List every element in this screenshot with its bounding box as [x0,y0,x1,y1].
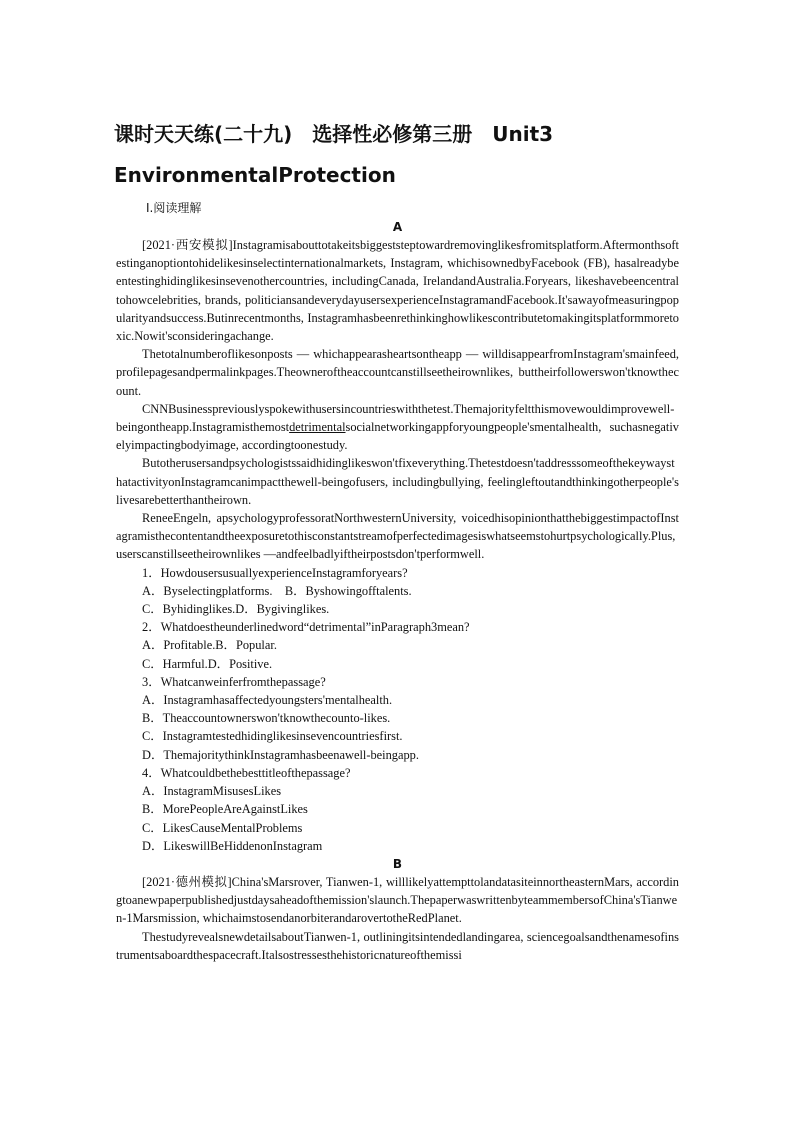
paragraph-3-text-after: socialnetworkingappforyoungpeople'smentalhealth, suchasnegativelyimpactingbodyimage, accordingtoonestudy. [116,420,679,453]
document-body [116,218,679,964]
question-4-option-a: A．InstagramMisusesLikes [142,784,282,799]
question-4-option-d: D．LikeswillBeHiddenonInstagram [142,838,323,853]
passage-a-paragraph-3 [116,400,679,455]
passage-a-paragraph-2: Thetotalnumberoflikesonposts — whichappearasheartsontheapp — willdisappearfromInstagram'smainfeed, profilepagesandpermalinkpages.Theowneroftheaccountcanstillseetheirownlikes, buttheirfollowerswon'tknowthecount. [116,347,679,398]
passage-a-paragraph-5: ReneeEngeln, apsychologyprofessoratNorthwesternUniversity, voicedhisopinionthatthebiggestimpactofInstagramisthecontentandtheexposuretothisconstantstreamofperfectedimagesiswhatseemstohurtpsychologically.Plus, userscanstillseetheirownlikes —andfeelbadlyiftheirpostsdon'tperformwell. [116,511,679,562]
passage-b-paragraph-2: ThestudyrevealsnewdetailsaboutTianwen-1, outliningitsintendedlandingarea, sciencegoalsandthenamesofinstrumentsaboardthespacecraft.Italsostressesthehistoricnatureofthemissi [116,929,679,962]
paragraph-3-text-before: CNNBusinesspreviouslyspokewithusersincountrieswiththetest.Themajorityfeltthismovewouldimprovewell-beingontheapp.Instagramisthemost [116,401,675,435]
question-3: 3．Whatcanweinferfromthepassage? [142,674,326,689]
question-4: 4．Whatcouldbethebesttitleofthepassage? [142,765,351,780]
question-4-option-c: C．LikesCauseMentalProblems [142,820,303,835]
underlined-word: detrimental [289,420,346,435]
passage-a-paragraph-4: Butotherusersandpsychologistssaidhidinglikeswon'tfixeverything.Thetestdoesn'taddresssomeofthekeywaysthatactivityonInstagramcanimpactthewell-beingofusers, includingbullying, feelingleftoutandthinkingotherpeople'slivesarebetterthantheirown. [116,456,679,507]
document-subtitle: EnvironmentalProtection [114,163,396,187]
question-3-option-c: C．Instagramtestedhidinglikesinsevencountriesfirst. [142,729,403,744]
question-1-options-cd: C．Byhidinglikes.D．Bygivinglikes. [142,602,330,617]
question-4-option-b: B．MorePeopleAreAgainstLikes [142,802,308,817]
question-3-option-d: D．ThemajoritythinkInstagramhasbeenawell-beingapp. [142,747,419,762]
passage-b-paragraph-1: [2021·德州模拟]China'sMarsrover, Tianwen-1, willlikelyattempttolandatasiteinnortheasternMars, accordingtoanewpaperpublishedjustdaysaheadofthemission'slaunch.ThepaperwaswrittenbyteammembersofChina'sTianwen-1Marsmission, whichaimstosendanorbiterandarovertotheRedPlanet. [116,874,679,926]
question-2-options-cd: C．Harmful.D．Positive. [142,656,273,671]
passage-a-paragraph-1: [2021·西安模拟]Instagramisabouttotakeitsbiggeststeptowardremovinglikesfromitsplatform.Aftermonthsoftestinganoptiontohidelikesinselectinternationalmarkets, Instagram, whichisownedbyFacebook (FB), hasalreadybeentestinghidinglikesinsevenothercountries, includingCanada, IrelandandAustralia.Foryears, likeshavebeencentraltohowcelebrities, brands, politiciansandeverydayusersexperienceInstagramandFacebook.It'sawayofmeasuringpopularityandsuccess.Butinrecentmonths, Instagramhasbeenrethinkinghowlikescontributetomakingitsplatformmoretoxic.Nowit'sconsideringachange. [116,238,679,344]
question-1-options-ab: A．Byselectingplatforms. B．Byshowingofftalents. [142,583,412,598]
document-title: 课时天天练(二十九) 选择性必修第三册 Unit3 [114,122,554,146]
question-1: 1．HowdousersusuallyexperienceInstagramforyears? [142,565,408,580]
question-3-option-b: B．Theaccountownerswon'tknowthecounto-likes. [142,711,391,726]
section-heading: Ⅰ.阅读理解 [146,201,202,215]
question-2: 2．Whatdoestheunderlinedword“detrimental”inParagraph3mean? [142,620,470,635]
passage-a-label: A [392,220,403,234]
passage-b-label: B [392,856,403,871]
question-2-options-ab: A．Profitable.B．Popular. [142,638,277,653]
question-3-option-a: A．Instagramhasaffectedyoungsters'mentalhealth. [142,693,393,708]
